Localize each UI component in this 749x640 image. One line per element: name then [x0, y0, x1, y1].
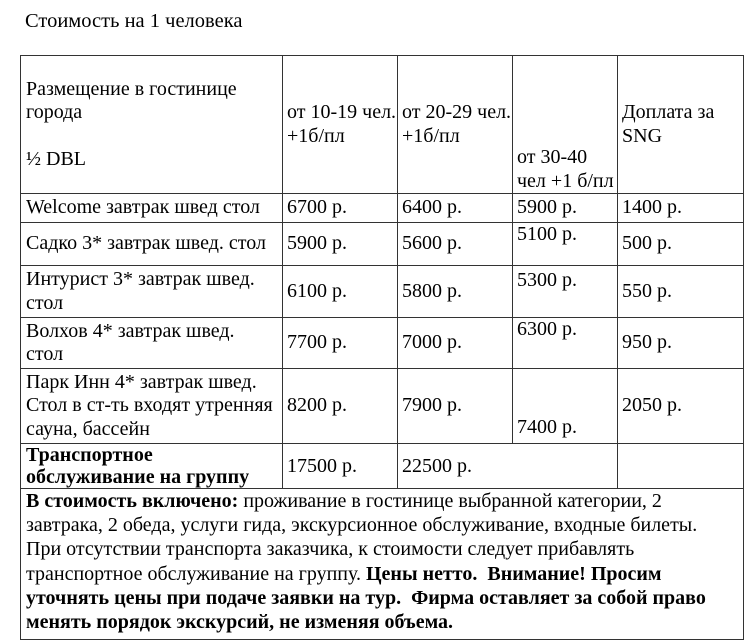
price-20-29: 5800 р.	[398, 266, 513, 318]
hotel-label-line: Волхов 4* завтрак швед.	[26, 319, 235, 342]
hotel-label-line: сауна, бассейн	[26, 417, 150, 440]
price-30-40: 5900 р.	[513, 194, 618, 223]
sng-surcharge: 950 р.	[618, 318, 744, 369]
price-10-19: 6700 р.	[283, 194, 398, 223]
hotel-label-line: Интурист 3* завтрак швед.	[26, 268, 255, 290]
note-text: транспортное обслуживание на группу.	[26, 562, 366, 585]
header-accommodation-line: Размещение в гостинице	[26, 77, 237, 100]
sng-surcharge: 550 р.	[618, 266, 744, 318]
header-row	[21, 56, 744, 194]
note-row	[21, 489, 744, 640]
price-table	[20, 55, 744, 640]
header-room-type: ½ DBL	[26, 148, 86, 170]
price-30-40: 6300 р.	[513, 318, 618, 369]
header-accommodation	[21, 56, 283, 194]
sng-surcharge: 2050 р.	[618, 369, 744, 444]
note-warning: уточнять цены при подаче заявки на тур. Фирма оставляет за собой право	[26, 586, 706, 609]
hotel-label	[21, 318, 283, 369]
note-line: При отсутствии транспорта заказчика, к стоимости следует прибавлять	[26, 538, 635, 561]
price-10-19: 7700 р.	[283, 318, 398, 369]
row-volkhov	[21, 318, 744, 369]
header-line: от 30-40	[517, 146, 588, 168]
header-line: +1б/пл	[287, 124, 345, 147]
transport-label-line: обслуживание на группу	[26, 466, 250, 488]
note-warning: Цены нетто. Внимание! Просим	[366, 562, 662, 585]
header-group-30-40	[513, 56, 618, 194]
note-warning: менять порядок экскурсий, не изменяя объема.	[26, 611, 454, 634]
price-20-29: 6400 р.	[398, 194, 513, 223]
included-note	[21, 489, 744, 640]
transport-price-10-19: 17500 р.	[283, 444, 398, 489]
price-10-19: 6100 р.	[283, 266, 398, 318]
hotel-label	[21, 266, 283, 318]
note-line	[26, 489, 740, 513]
transport-label-line: Транспортное	[26, 444, 153, 466]
note-line	[26, 562, 740, 586]
header-sng-surcharge	[618, 56, 744, 194]
header-line: SNG	[622, 124, 663, 147]
transport-label	[21, 444, 283, 489]
header-line: от 20-29 чел.	[402, 101, 512, 123]
header-group-10-19	[283, 56, 398, 194]
note-label: В стоимость включено:	[26, 490, 239, 512]
price-10-19: 5900 р.	[283, 223, 398, 266]
header-line: Доплата за	[622, 101, 715, 123]
note-text: проживание в гостинице выбранной категории, 2	[238, 490, 662, 512]
hotel-label-line: Садко 3* завтрак швед. стол	[26, 232, 266, 255]
hotel-label-line: стол	[26, 343, 64, 365]
note-line: завтрака, 2 обеда, услуги гида, экскурсионное обслуживание, входные билеты.	[26, 514, 698, 537]
price-20-29: 5600 р.	[398, 223, 513, 266]
sng-surcharge: 1400 р.	[618, 194, 744, 223]
header-line: от 10-19 чел.	[287, 101, 397, 123]
blank-line	[26, 125, 279, 149]
header-line: чел +1 б/пл	[517, 169, 614, 192]
hotel-label	[21, 369, 283, 444]
price-20-29: 7900 р.	[398, 369, 513, 444]
price-30-40: 7400 р.	[513, 369, 618, 444]
hotel-label-line: Welcome завтрак швед стол	[26, 196, 260, 219]
header-group-20-29	[398, 56, 513, 194]
hotel-label-line: стол	[26, 291, 64, 314]
header-accommodation-line: города	[26, 101, 83, 123]
row-sadko	[21, 223, 744, 266]
transport-price-20-29: 22500 р.	[398, 444, 618, 489]
hotel-label	[21, 194, 283, 223]
row-transport	[21, 444, 744, 489]
hotel-label	[21, 223, 283, 266]
price-10-19: 8200 р.	[283, 369, 398, 444]
price-30-40: 5300 р.	[513, 266, 618, 318]
hotel-label-line: Стол в ст-ть входят утренняя	[26, 394, 273, 417]
price-20-29: 7000 р.	[398, 318, 513, 369]
sng-surcharge: 500 р.	[618, 223, 744, 266]
hotel-label-line: Парк Инн 4* завтрак швед.	[26, 370, 257, 393]
row-park-inn	[21, 369, 744, 444]
row-inturist	[21, 266, 744, 318]
row-welcome	[21, 194, 744, 223]
price-30-40: 5100 р.	[513, 223, 618, 266]
page-title: Стоимость на 1 человека	[25, 10, 243, 32]
transport-empty-cell	[618, 444, 744, 489]
header-line: +1б/пл	[402, 124, 460, 147]
